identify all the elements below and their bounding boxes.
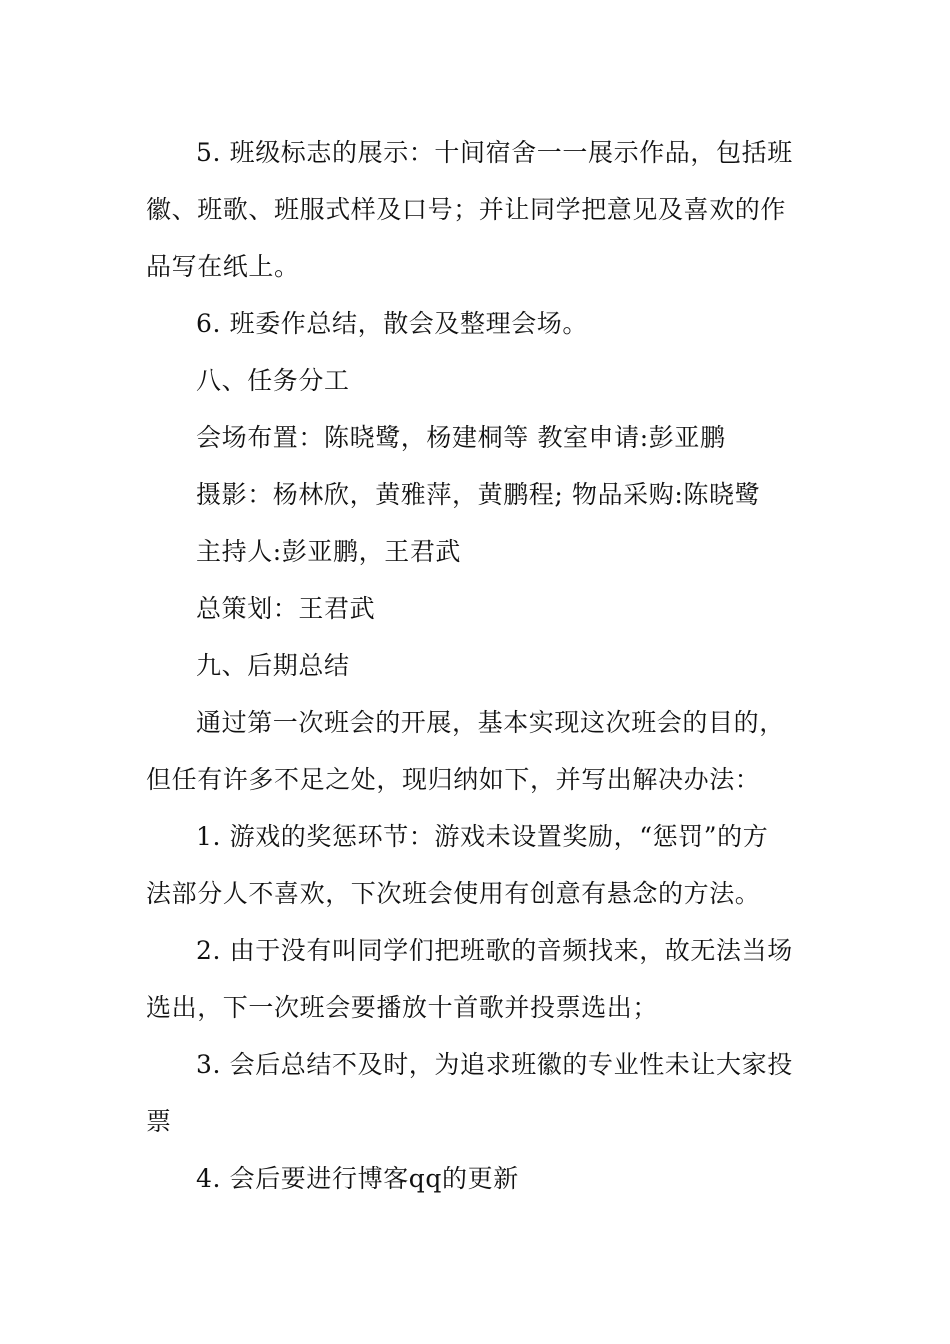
paragraph-line: 主持人:彭亚鹏，王君武	[196, 537, 462, 566]
paragraph-line: 品写在纸上。	[146, 252, 300, 281]
paragraph-line: 总策划：王君武	[196, 594, 376, 623]
paragraph-line: 会场布置：陈晓鹭，杨建桐等 教室申请:彭亚鹏	[196, 423, 726, 452]
paragraph-line: 6. 班委作总结，散会及整理会场。	[196, 309, 589, 338]
paragraph-line: 但任有许多不足之处，现归纳如下，并写出解决办法：	[146, 765, 761, 794]
paragraph-line: 5. 班级标志的展示：十间宿舍一一展示作品，包括班	[196, 138, 793, 167]
paragraph-line: 票	[146, 1107, 172, 1136]
section-heading: 九、后期总结	[196, 651, 350, 680]
paragraph-line: 通过第一次班会的开展，基本实现这次班会的目的，	[196, 708, 785, 737]
paragraph-line: 徽、班歌、班服式样及口号；并让同学把意见及喜欢的作	[146, 195, 787, 224]
paragraph-line: 1. 游戏的奖惩环节：游戏未设置奖励，“惩罚”的方	[196, 822, 769, 851]
paragraph-line: 3. 会后总结不及时，为追求班徽的专业性未让大家投	[196, 1050, 793, 1079]
paragraph-line: 法部分人不喜欢，下次班会使用有创意有悬念的方法。	[146, 879, 761, 908]
paragraph-line: 选出，下一次班会要播放十首歌并投票选出；	[146, 993, 659, 1022]
paragraph-line: 4. 会后要进行博客qq的更新	[196, 1164, 519, 1193]
paragraph-line: 2. 由于没有叫同学们把班歌的音频找来，故无法当场	[196, 936, 793, 965]
paragraph-line: 摄影：杨林欣，黄雅萍，黄鹏程; 物品采购:陈晓鹭	[196, 480, 761, 509]
section-heading: 八、任务分工	[196, 366, 350, 395]
